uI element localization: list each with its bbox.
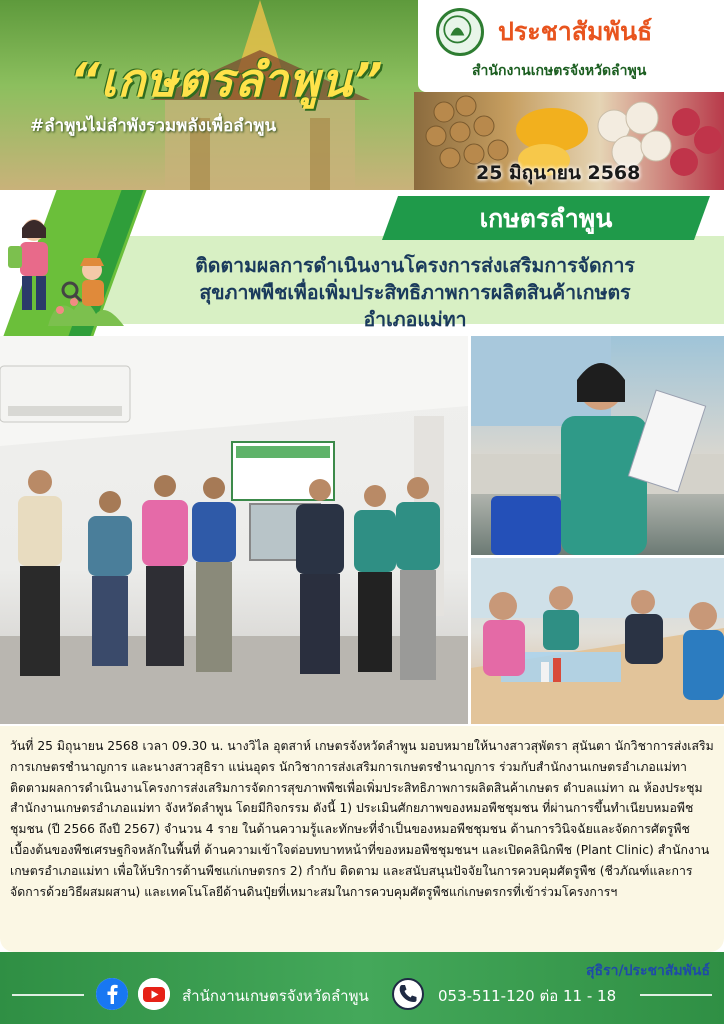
headline-line-3: อำเภอแม่ทา — [363, 308, 467, 331]
group-photo — [0, 336, 468, 724]
facebook-icon[interactable] — [96, 978, 128, 1010]
meeting-table-photo — [471, 558, 724, 724]
title-band — [0, 190, 724, 336]
banner-hashtag: #ลำพูนไม่ลำพังรวมพลังเพื่อลำพูน — [30, 116, 277, 136]
headline-line-2: สุขภาพพืชเพื่อเพิ่มประสิทธิภาพการผลิตสินค้าเกษตร — [199, 281, 631, 304]
footer-divider-right — [640, 994, 712, 996]
officer-holding-document-photo — [471, 336, 724, 555]
ministry-logo-icon — [436, 8, 484, 56]
article-body-box — [0, 726, 724, 952]
publish-date: 25 มิถุนายน 2568 — [476, 162, 641, 184]
header-banner — [0, 0, 724, 190]
brand-office: สำนักงานเกษตรจังหวัดลำพูน — [472, 63, 647, 79]
brand-box — [418, 0, 724, 92]
article-body-text: วันที่ 25 มิถุนายน 2568 เวลา 09.30 น. นางวิไล อุตสาห์ เกษตรจังหวัดลำพูน มอบหมายให้นางสาวสุพัตรา สุนันตา นักวิชาการส่งเสริมการเกษตรชำนาญการ และนางสาวสุธิรา แน่นอุดร นักวิชาการส่งเสริมการเกษตรชำนาญการ ร่วมกับสำนักงานเกษตรอำเภอแม่ทา ติดตามผลการดำเนินงานโครงการส่งเสริมการจัดการสุขภาพพืชเพื่อเพิ่มประสิทธิภาพการผลิตสินค้าเกษตร ตำบลแม่ทา ณ ห้องประชุมสำนักงานเกษตรอำเภอแม่ทา จังหวัดลำพูน โดยมีกิจกรรม ดังนี้ 1) ประเมินศักยภาพของหมอพืชชุมชน ที่ผ่านการขึ้นทำเนียบหมอพืชชุมชน (ปี 2566 ถึงปี 2567) จำนวน 4 ราย ในด้านความรู้และทักษะที่จำเป็นของหมอพืชชุมชน ด้านการวินิจฉัยและจัดการศัตรูพืชเบื้องต้นของพืชเศรษฐกิจหลักในพื้นที่ ด้านความเข้าใจต่อบทบาทหน้าที่ของหมอพืชชุมชนฯ และเปิดคลินิกพืช (Plant Clinic) สำนักงานเกษตรอำเภอแม่ทา เพื่อให้บริการด้านพืชแก่เกษตรกร 2) กำกับ ติดตาม และสนับสนุนปัจจัยในการควบคุมศัตรูพืช (ชีวภัณฑ์และการจัดการด้วยวิธีผสมผสาน) และเทคโนโลยีด้านดินปุ๋ยที่เหมาะสมในการควบคุมศัตรูพืชแก่เกษตรกรที่เข้าร่วมโครงการฯ — [10, 739, 714, 899]
farmer-inspecting-plants-illustration — [44, 252, 130, 326]
footer-divider-left — [12, 994, 84, 996]
headline-line-1: ติดตามผลการดำเนินงานโครงการส่งเสริมการจัดการ — [195, 254, 635, 277]
headline — [120, 252, 710, 333]
brand-name: ประชาสัมพันธ์ — [498, 17, 653, 46]
footer-phone-number[interactable]: 053-511-120 ต่อ 11 - 18 — [438, 987, 617, 1005]
author-credit: สุธิรา/ประชาสัมพันธ์ — [586, 963, 710, 979]
phone-icon[interactable] — [392, 978, 424, 1010]
section-label: เกษตรลำพูน — [479, 204, 613, 233]
youtube-icon[interactable] — [138, 978, 170, 1010]
banner-title: “เกษตรลำพูน” — [70, 53, 384, 107]
footer-office-name: สำนักงานเกษตรจังหวัดลำพูน — [182, 987, 369, 1005]
